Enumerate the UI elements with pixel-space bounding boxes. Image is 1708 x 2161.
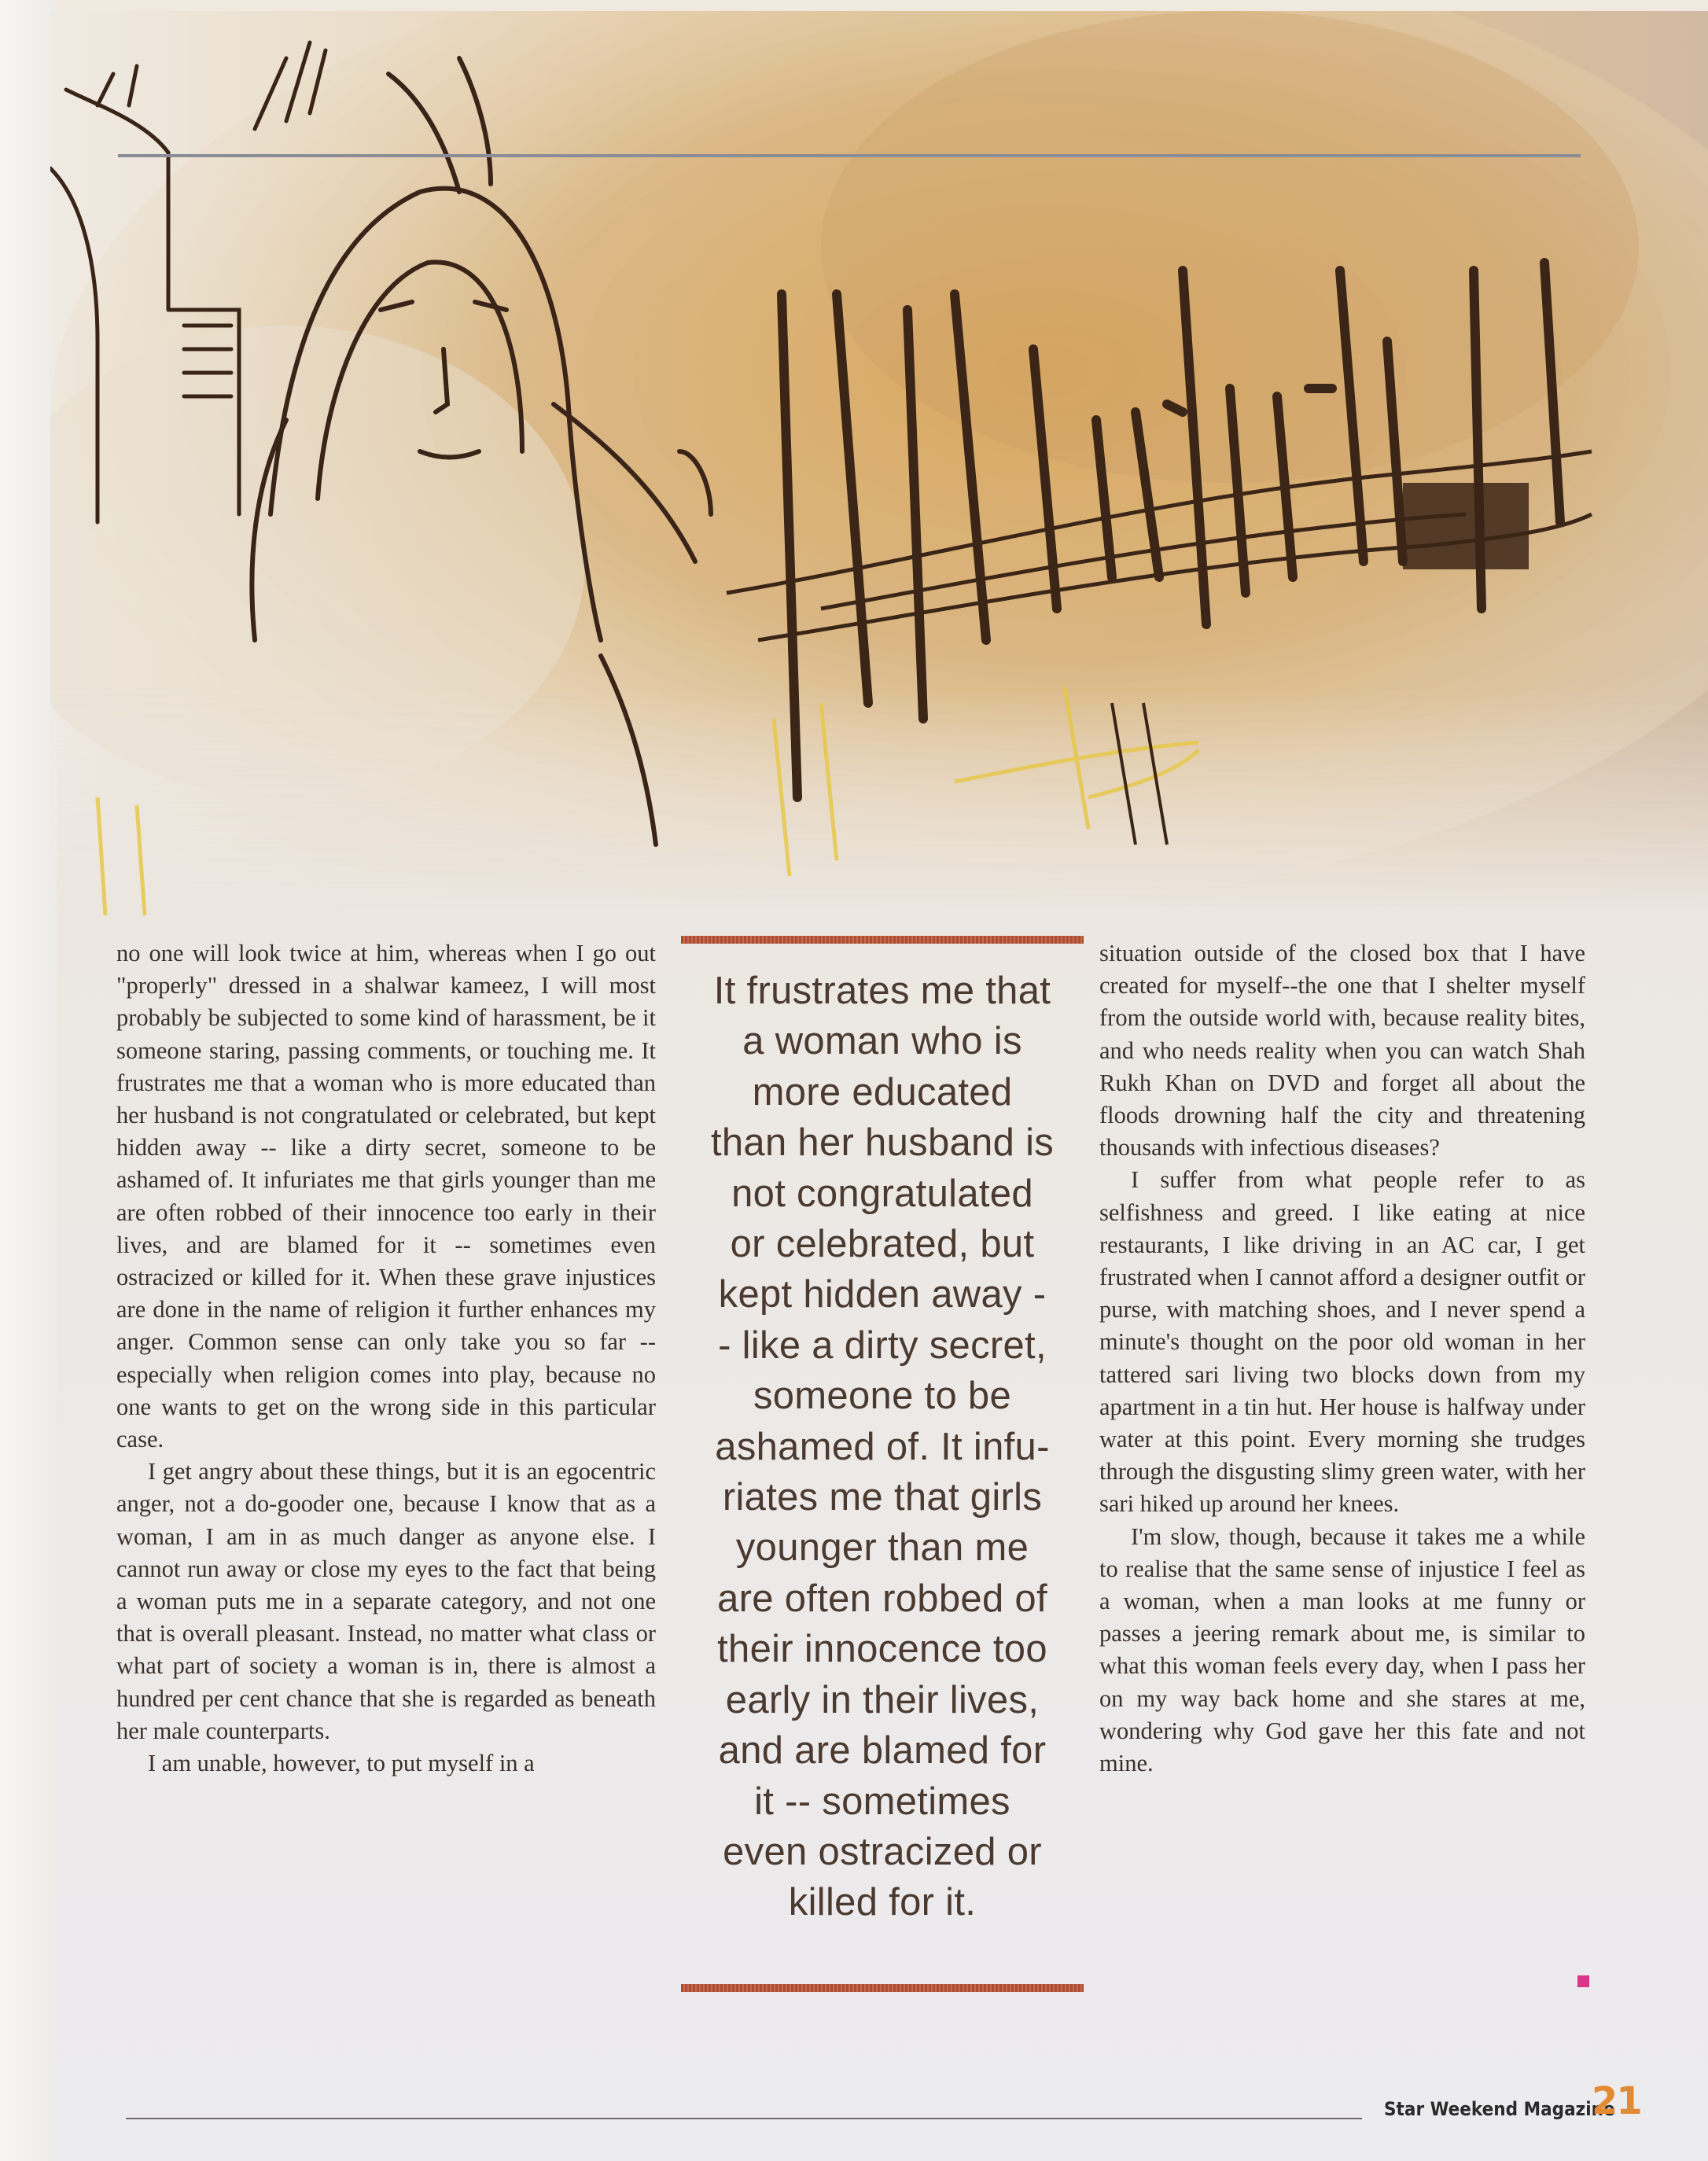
pull-quote-rule-bottom <box>681 1984 1084 1992</box>
article-column-right <box>1099 937 1585 1780</box>
paragraph: I suffer from what people refer to as selfishness and greed. I like eating at nice restaurants, I like driving in an AC car, I get frustrated when I cannot afford a designer outfit or purse, with matching shoes, and I never spend a minute's thought on the poor old woman in her tattered sari living two blocks down from my apartment in a tin hut. Her house is halfway under water at this point. Every morning she trudges through the disgusting slimy green water, with her sari hiked up around her knees. <box>1099 1166 1585 1518</box>
pull-quote-rule-top <box>681 936 1084 944</box>
pull-quote-line: more educated <box>752 1070 1013 1114</box>
page-number: 21 <box>1592 2079 1641 2123</box>
pull-quote-line: riates me that girls <box>722 1476 1043 1519</box>
pull-quote-line: not congratulated <box>731 1172 1033 1215</box>
pull-quote-line: someone to be <box>753 1375 1012 1418</box>
top-rule <box>118 154 1581 157</box>
pull-quote-line: early in their lives, <box>725 1678 1040 1721</box>
paragraph: situation outside of the closed box that I have created for myself--the one that I shelter myself from the outside world with, because reality bites, and who needs reality when you can watch Shah Rukh Khan on DVD and forget all about the floods drowning half the city and threatening thousands with infectious diseases? <box>1099 940 1585 1161</box>
end-of-article-mark <box>1577 1975 1589 1987</box>
paragraph: I get angry about these things, but it is an egocentric anger, not a do-gooder one, because I know that as a woman, I am in as much danger as anyone else. I cannot run away or close my eyes to the fact that being a woman puts me in a separate category, and not one that is overall pleasant. Instead, no matter what class or what part of society a woman is in, there is almost a hundred per cent chance that she is regarded as beneath her male counterparts. <box>116 1458 656 1744</box>
pull-quote-line: younger than me <box>735 1526 1029 1570</box>
footer-rule <box>126 2118 1362 2119</box>
pull-quote-line: it -- sometimes <box>754 1780 1010 1823</box>
pull-quote-line: are often robbed of <box>717 1577 1047 1620</box>
magazine-name: Star Weekend Magazine <box>1384 2098 1615 2120</box>
pull-quote-line: and are blamed for <box>718 1729 1047 1773</box>
pull-quote-line: - like a dirty secret, <box>718 1323 1047 1367</box>
pull-quote-line: ashamed of. It infu- <box>715 1425 1050 1468</box>
pull-quote-line: a woman who is <box>742 1020 1022 1063</box>
pull-quote-line: or celebrated, but <box>730 1223 1035 1266</box>
pull-quote-line: than her husband is <box>710 1121 1055 1165</box>
pull-quote-line: killed for it. <box>788 1881 977 1924</box>
fence-woman-illustration <box>50 11 1708 915</box>
pull-quote-line: It frustrates me that <box>713 970 1051 1012</box>
paragraph: I am unable, however, to put myself in a <box>148 1750 535 1777</box>
pull-quote-line: their innocence too <box>717 1628 1047 1671</box>
page-edge <box>0 0 57 2161</box>
pull-quote <box>676 966 1088 1928</box>
pull-quote-line: even ostracized or <box>723 1830 1042 1873</box>
paragraph: no one will look twice at him, whereas when I go out "properly" dressed in a shalwar kameez, I will most probably be subjected to some kind of harassment, be it someone staring, passing comments, or touching me. It frustrates me that a woman who is more educated than her husband is not congratulated or celebrated, but kept hidden away -- like a dirty secret, someone to be ashamed of. It infuriates me that girls younger than me are often robbed of their innocence too early in their lives, and are blamed for it -- sometimes even ostracized or killed for it. When these grave injustices are done in the name of religion it further enhances my anger. Common sense can only take you so far -- especially when religion comes into play, because no one wants to get on the wrong side in this particular case. <box>116 940 656 1453</box>
article-column-left <box>116 937 656 1780</box>
paragraph: I'm slow, though, because it takes me a while to realise that the same sense of injustice I feel as a woman, when a man looks at me funny or passes a jeering remark about me, is similar to what this woman feels every day, when I pass her on my way back home and she stares at me, wondering why God gave her this fate and not mine. <box>1099 1522 1585 1777</box>
pull-quote-line: kept hidden away - <box>718 1273 1047 1316</box>
